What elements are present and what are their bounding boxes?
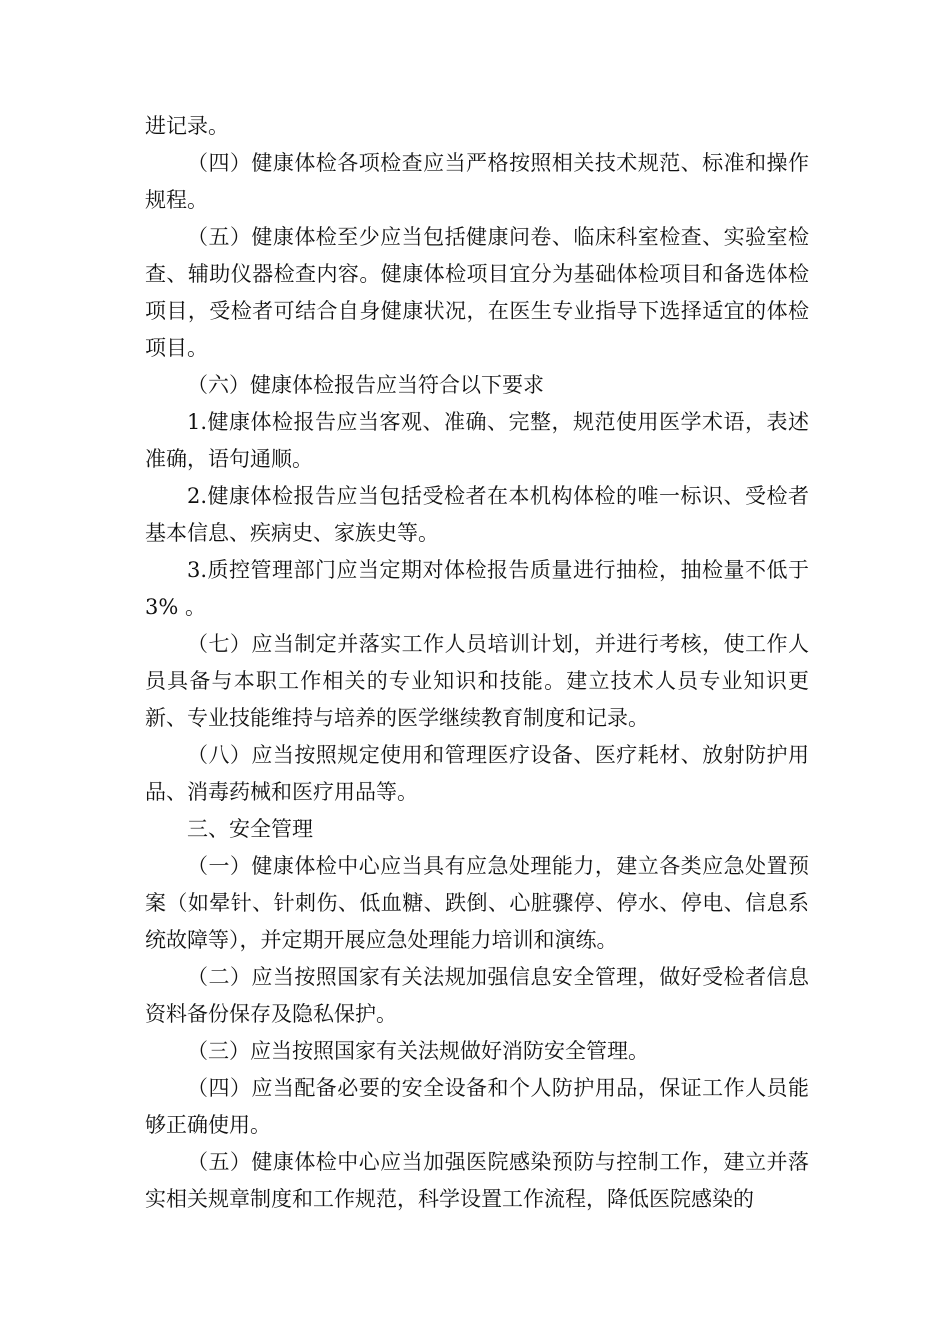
paragraph-subitem-1: 1.健康体检报告应当客观、准确、完整，规范使用医学术语，表述准确，语句通顺。 <box>145 410 809 471</box>
paragraph-safety-5-infection: （五）健康体检中心应当加强医院感染预防与控制工作，建立并落实相关规章制度和工作规范，科学设置工作流程，降低医院感染的 <box>145 1150 809 1211</box>
paragraph-item-8-equipment: （八）应当按照规定使用和管理医疗设备、医疗耗材、放射防护用品、消毒药械和医疗用品等。 <box>145 743 809 804</box>
paragraph-item-4-procedures: （四）健康体检各项检查应当严格按照相关技术规范、标准和操作规程。 <box>145 151 809 212</box>
paragraph-continuation: 进记录。 <box>145 114 229 138</box>
paragraph-item-5-contents: （五）健康体检至少应当包括健康问卷、临床科室检查、实验室检查、辅助仪器检查内容。健康体检项目宜分为基础体检项目和备选体检项目，受检者可结合自身健康状况，在医生专业指导下选择适宜的体检项目。 <box>145 225 809 360</box>
paragraph-subitem-2: 2.健康体检报告应当包括受检者在本机构体检的唯一标识、受检者基本信息、疾病史、家族史等。 <box>145 484 809 545</box>
paragraph-safety-2-information: （二）应当按照国家有关法规加强信息安全管理，做好受检者信息资料备份保存及隐私保护。 <box>145 965 809 1026</box>
section-heading-safety: 三、安全管理 <box>187 817 313 841</box>
paragraph-item-7-training: （七）应当制定并落实工作人员培训计划，并进行考核，使工作人员具备与本职工作相关的专业知识和技能。建立技术人员专业知识更新、专业技能维持与培养的医学继续教育制度和记录。 <box>145 632 809 730</box>
paragraph-safety-4-protective: （四）应当配备必要的安全设备和个人防护用品，保证工作人员能够正确使用。 <box>145 1076 809 1137</box>
paragraph-safety-3-fire: （三）应当按照国家有关法规做好消防安全管理。 <box>187 1039 649 1063</box>
paragraph-item-6-report-requirements: （六）健康体检报告应当符合以下要求 <box>187 373 544 397</box>
document-body <box>145 108 809 1218</box>
paragraph-safety-1-emergency: （一）健康体检中心应当具有应急处理能力，建立各类应急处置预案（如晕针、针刺伤、低血糖、跌倒、心脏骤停、停水、停电、信息系统故障等），并定期开展应急处理能力培训和演练。 <box>145 854 809 952</box>
paragraph-subitem-3: 3.质控管理部门应当定期对体检报告质量进行抽检，抽检量不低于 3% 。 <box>145 558 809 619</box>
